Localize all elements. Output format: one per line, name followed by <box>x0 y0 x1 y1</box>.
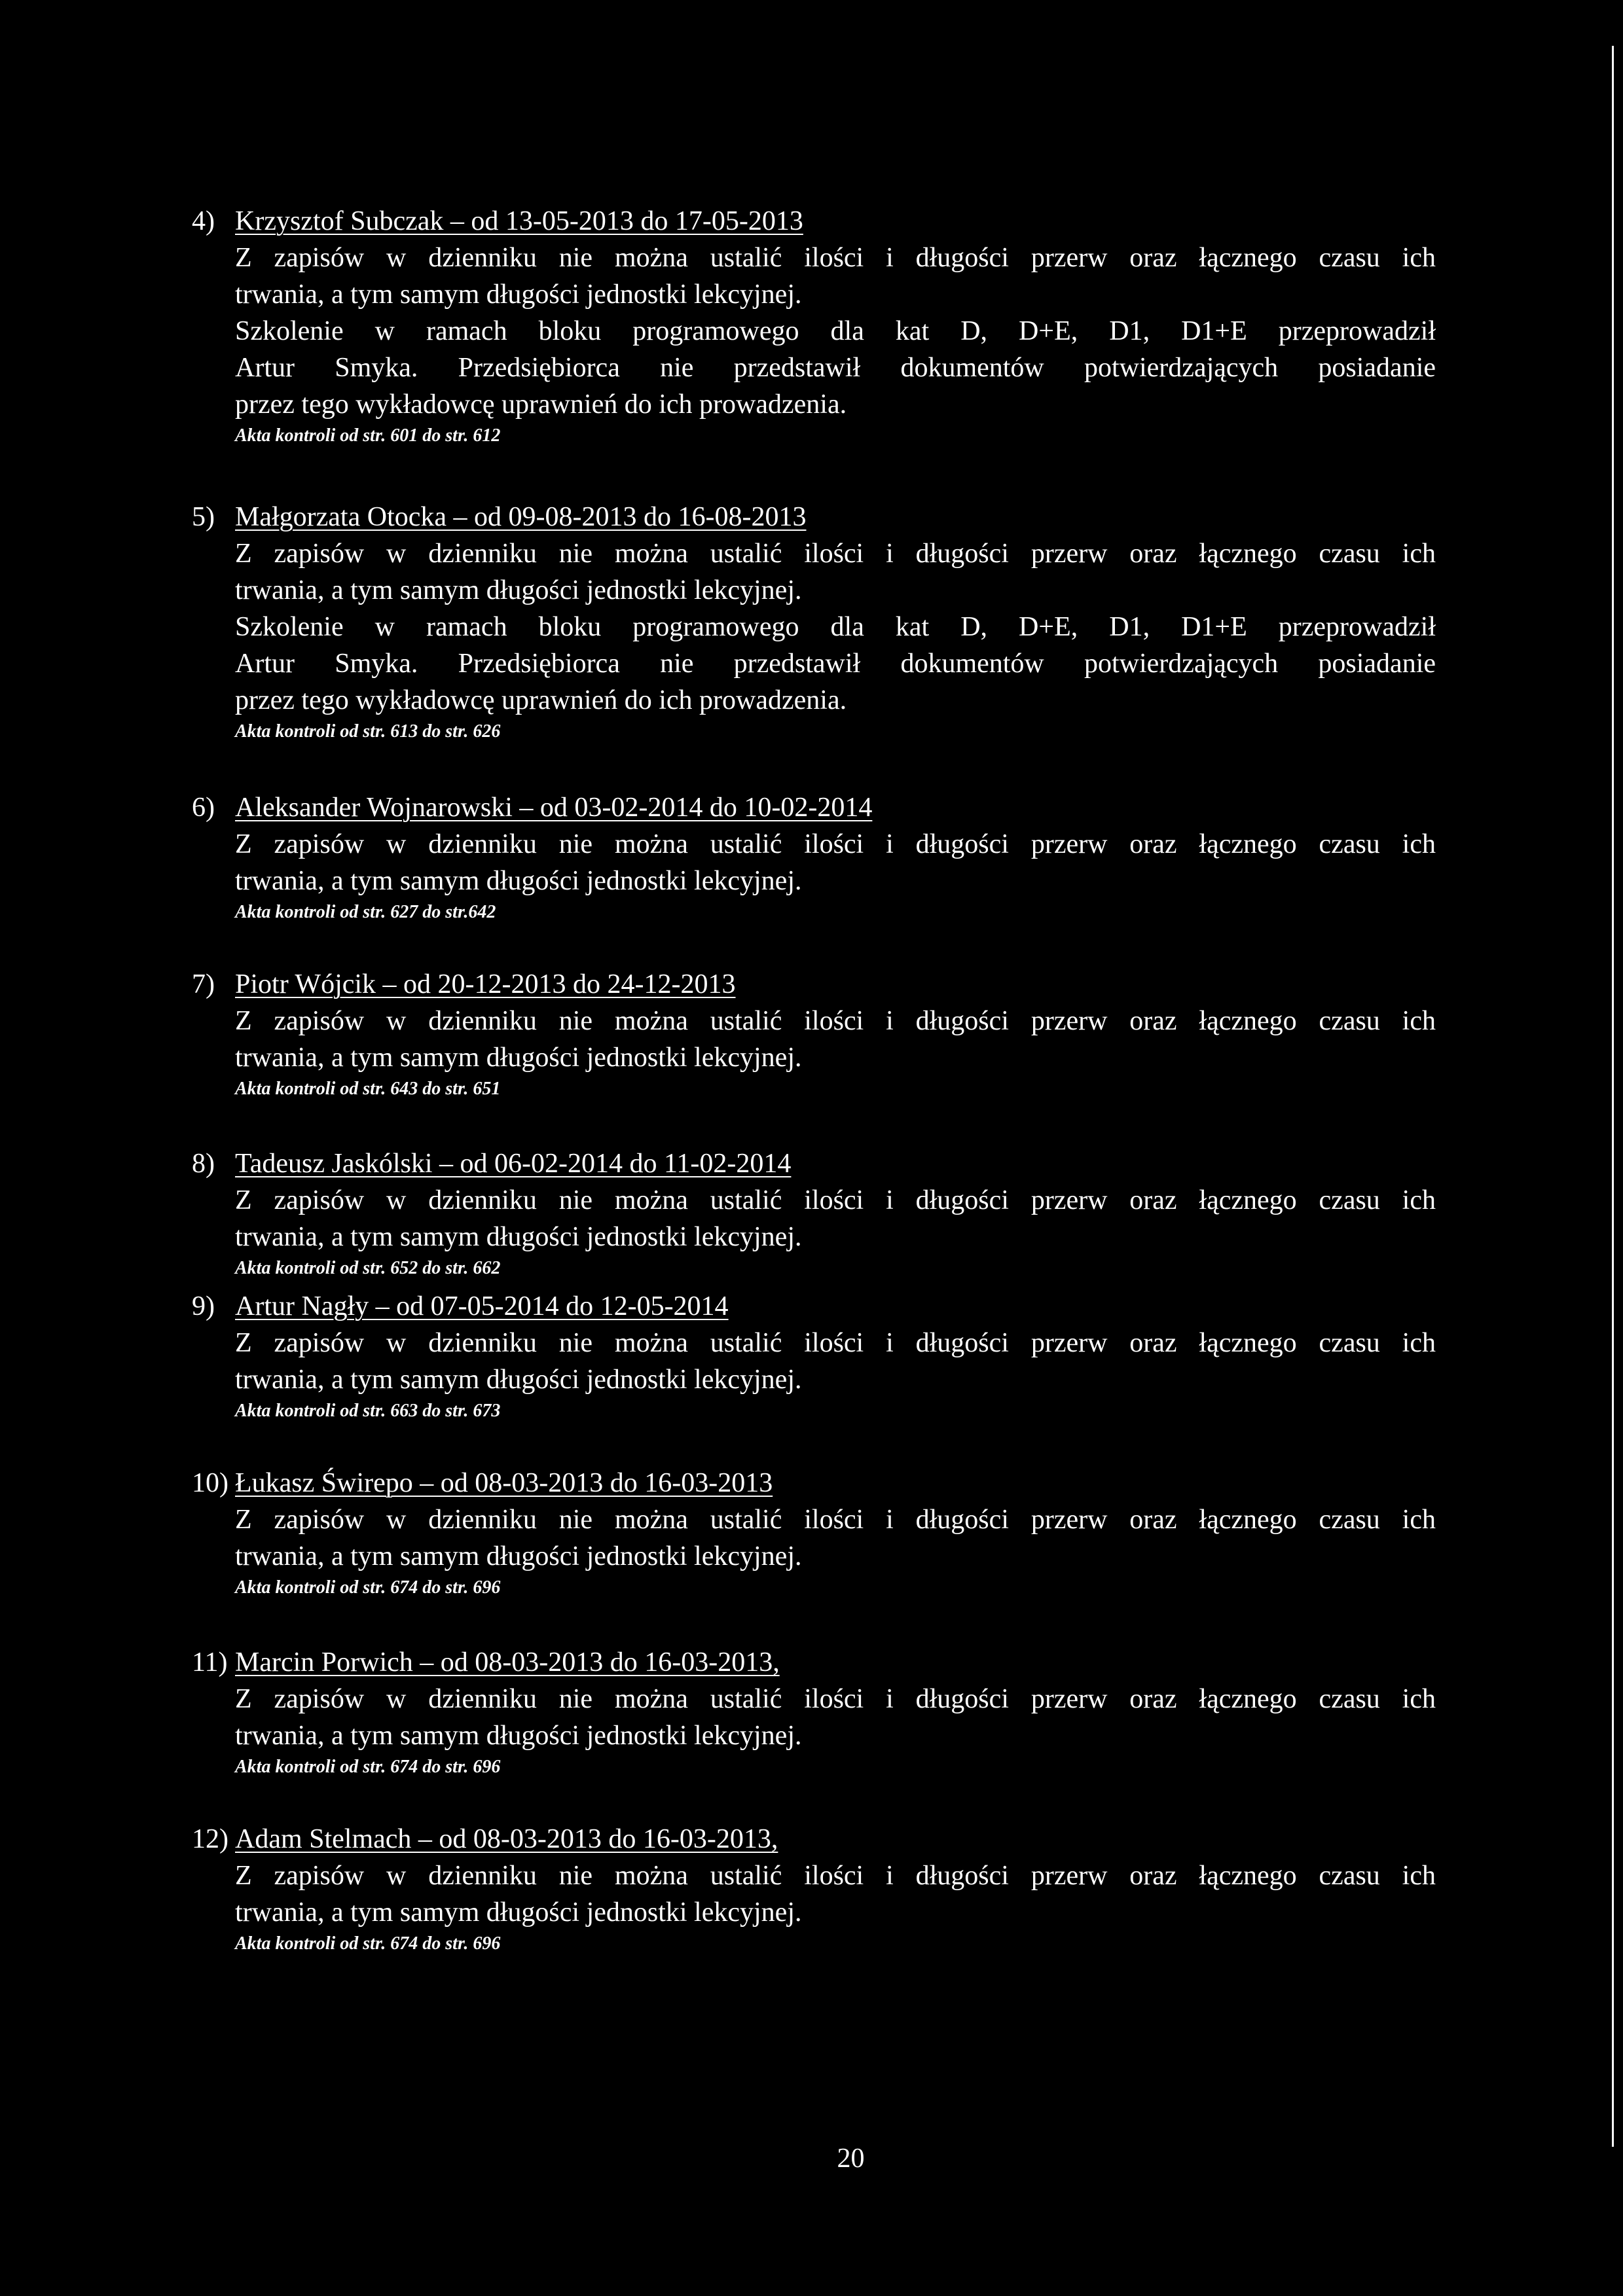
entry-body <box>235 1325 1436 1398</box>
body-line: trwania, a tym samym długości jednostki lekcyjnej. <box>235 1897 802 1928</box>
entry-heading <box>192 1644 1436 1681</box>
entry-title: Tadeusz Jaskólski – od 06-02-2014 do 11-02-2014 <box>235 1149 792 1179</box>
entry-number: 11) <box>192 1647 228 1677</box>
body-line: trwania, a tym samym długości jednostki lekcyjnej. <box>235 1541 802 1571</box>
entry-number: 6) <box>192 793 215 823</box>
entry-heading <box>192 499 1436 535</box>
body-line: trwania, a tym samym długości jednostki lekcyjnej. <box>235 1365 802 1395</box>
body-line: przez tego wykładowcę uprawnień do ich prowadzenia. <box>235 389 847 420</box>
body-line: Z zapisów w dzienniku nie można ustalić ilości i długości przerw oraz łącznego czasu ich <box>235 243 1436 273</box>
body-line: Z zapisów w dzienniku nie można ustalić ilości i długości przerw oraz łącznego czasu ich <box>235 1328 1436 1358</box>
entry-body <box>235 535 1436 719</box>
akta-reference: Akta kontroli od str. 601 do str. 612 <box>235 425 501 446</box>
entry-heading <box>192 203 1436 240</box>
entry-body <box>235 826 1436 899</box>
body-line: Z zapisów w dzienniku nie można ustalić ilości i długości przerw oraz łącznego czasu ich <box>235 1861 1436 1891</box>
entry-title: Aleksander Wojnarowski – od 03-02-2014 do 10-02-2014 <box>235 793 873 823</box>
body-line: przez tego wykładowcę uprawnień do ich prowadzenia. <box>235 685 847 715</box>
entry-11 <box>192 1644 1436 1780</box>
entry-title: Artur Nagły – od 07-05-2014 do 12-05-2014 <box>235 1291 729 1321</box>
entry-heading <box>192 966 1436 1003</box>
entry-number: 9) <box>192 1291 215 1321</box>
entry-4 <box>192 203 1436 449</box>
entry-title: Adam Stelmach – od 08-03-2013 do 16-03-2013, <box>235 1824 778 1854</box>
body-line: Z zapisów w dzienniku nie można ustalić ilości i długości przerw oraz łącznego czasu ich <box>235 1684 1436 1714</box>
entry-heading <box>192 789 1436 826</box>
entry-heading <box>192 1465 1436 1501</box>
entry-number: 5) <box>192 502 215 532</box>
akta-reference: Akta kontroli od str. 674 do str. 696 <box>235 1933 501 1954</box>
body-line: Z zapisów w dzienniku nie można ustalić ilości i długości przerw oraz łącznego czasu ich <box>235 1185 1436 1215</box>
body-line: trwania, a tym samym długości jednostki lekcyjnej. <box>235 866 802 896</box>
akta-reference: Akta kontroli od str. 674 do str. 696 <box>235 1577 501 1598</box>
entry-12 <box>192 1821 1436 1957</box>
entry-number: 4) <box>192 206 215 236</box>
body-line: trwania, a tym samym długości jednostki lekcyjnej. <box>235 279 802 310</box>
body-line: Z zapisów w dzienniku nie można ustalić ilości i długości przerw oraz łącznego czasu ich <box>235 1006 1436 1036</box>
body-line: Artur Smyka. Przedsiębiorca nie przedstawił dokumentów potwierdzających posiadanie <box>235 353 1436 383</box>
entry-body <box>235 1182 1436 1255</box>
body-line: Szkolenie w ramach bloku programowego dla kat D, D+E, D1, D1+E przeprowadził <box>235 612 1436 642</box>
entry-number: 7) <box>192 969 215 999</box>
entry-heading <box>192 1821 1436 1857</box>
entry-5 <box>192 499 1436 745</box>
body-line: Szkolenie w ramach bloku programowego dla kat D, D+E, D1, D1+E przeprowadził <box>235 316 1436 346</box>
entry-number: 8) <box>192 1149 215 1179</box>
entry-title: Łukasz Świrepo – od 08-03-2013 do 16-03-2013 <box>235 1468 773 1498</box>
entry-body <box>235 1857 1436 1931</box>
akta-reference: Akta kontroli od str. 674 do str. 696 <box>235 1757 501 1777</box>
entry-body <box>235 1681 1436 1754</box>
entry-body <box>235 240 1436 423</box>
akta-reference: Akta kontroli od str. 643 do str. 651 <box>235 1079 501 1099</box>
entry-7 <box>192 966 1436 1102</box>
entry-title: Małgorzata Otocka – od 09-08-2013 do 16-08-2013 <box>235 502 807 532</box>
body-line: Artur Smyka. Przedsiębiorca nie przedstawił dokumentów potwierdzających posiadanie <box>235 649 1436 679</box>
entry-title: Piotr Wójcik – od 20-12-2013 do 24-12-2013 <box>235 969 736 999</box>
scan-edge-line <box>1612 46 1614 2147</box>
entry-number: 10) <box>192 1468 228 1498</box>
body-line: trwania, a tym samym długości jednostki lekcyjnej. <box>235 1043 802 1073</box>
body-line: Z zapisów w dzienniku nie można ustalić ilości i długości przerw oraz łącznego czasu ich <box>235 539 1436 569</box>
akta-reference: Akta kontroli od str. 613 do str. 626 <box>235 721 501 742</box>
akta-reference: Akta kontroli od str. 627 do str.642 <box>235 902 496 922</box>
entry-10 <box>192 1465 1436 1601</box>
body-line: trwania, a tym samym długości jednostki lekcyjnej. <box>235 1721 802 1751</box>
akta-reference: Akta kontroli od str. 663 do str. 673 <box>235 1401 501 1421</box>
entry-title: Marcin Porwich – od 08-03-2013 do 16-03-2013, <box>235 1647 780 1677</box>
body-line: Z zapisów w dzienniku nie można ustalić ilości i długości przerw oraz łącznego czasu ich <box>235 1505 1436 1535</box>
entry-title: Krzysztof Subczak – od 13-05-2013 do 17-05-2013 <box>235 206 803 236</box>
body-line: Z zapisów w dzienniku nie można ustalić ilości i długości przerw oraz łącznego czasu ich <box>235 829 1436 859</box>
entry-body <box>235 1501 1436 1575</box>
entry-8 <box>192 1145 1436 1282</box>
entry-9 <box>192 1288 1436 1424</box>
body-line: trwania, a tym samym długości jednostki lekcyjnej. <box>235 575 802 605</box>
entry-heading <box>192 1288 1436 1325</box>
entry-6 <box>192 789 1436 925</box>
entry-heading <box>192 1145 1436 1182</box>
entry-number: 12) <box>192 1824 228 1854</box>
entry-body <box>235 1003 1436 1076</box>
body-line: trwania, a tym samym długości jednostki lekcyjnej. <box>235 1222 802 1252</box>
akta-reference: Akta kontroli od str. 652 do str. 662 <box>235 1258 501 1278</box>
page-number: 20 <box>837 2144 865 2174</box>
